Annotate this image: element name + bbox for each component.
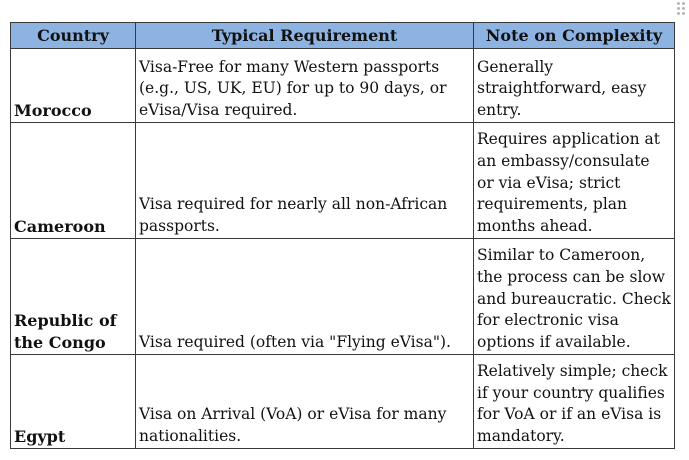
- header-note-on-complexity: Note on Complexity: [474, 23, 675, 49]
- note-cell: Relatively simple; check if your country qualifies for VoA or if an eVisa is mandatory.: [474, 355, 675, 449]
- requirement-cell: Visa-Free for many Western passports (e.g., US, UK, EU) for up to 90 days, or eVisa/Visa required.: [136, 49, 474, 123]
- drag-dots-icon[interactable]: [675, 2, 687, 16]
- note-cell: Generally straightforward, easy entry.: [474, 49, 675, 123]
- requirement-cell: Visa required (often via "Flying eVisa").: [136, 239, 474, 355]
- visa-requirements-table: [10, 22, 675, 449]
- visa-table-container: [10, 22, 675, 449]
- country-cell: Egypt: [11, 355, 136, 449]
- table-row: [11, 239, 675, 355]
- requirement-cell: Visa on Arrival (VoA) or eVisa for many nationalities.: [136, 355, 474, 449]
- note-cell: Requires application at an embassy/consulate or via eVisa; strict requirements, plan months ahead.: [474, 123, 675, 239]
- table-row: [11, 49, 675, 123]
- table-header-row: [11, 23, 675, 49]
- country-cell: Cameroon: [11, 123, 136, 239]
- country-cell: Morocco: [11, 49, 136, 123]
- header-country: Country: [11, 23, 136, 49]
- table-row: [11, 355, 675, 449]
- note-cell: Similar to Cameroon, the process can be slow and bureaucratic. Check for electronic visa options if available.: [474, 239, 675, 355]
- requirement-cell: Visa required for nearly all non-African passports.: [136, 123, 474, 239]
- table-row: [11, 123, 675, 239]
- country-cell: Republic of the Congo: [11, 239, 136, 355]
- header-typical-requirement: Typical Requirement: [136, 23, 474, 49]
